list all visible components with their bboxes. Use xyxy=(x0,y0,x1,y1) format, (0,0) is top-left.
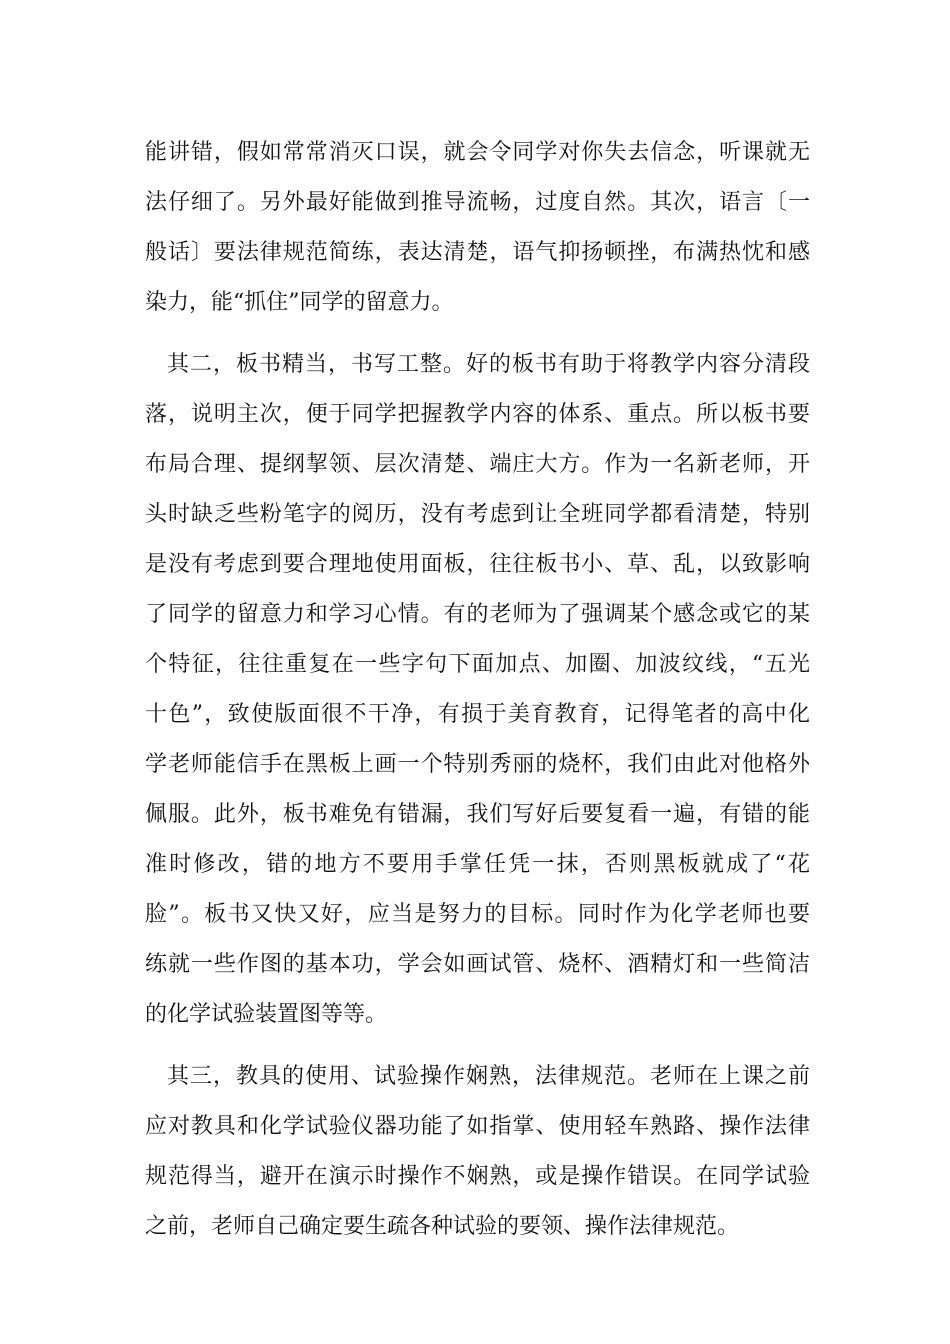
text-line: 的化学试验装置图等等。 xyxy=(145,1002,388,1027)
text-line: 法仔细了。另外最好能做到推导流畅，过度自然。其次，语言〔一 xyxy=(145,190,810,215)
text-line: 是没有考虑到要合理地使用面板，往往板书小、草、乱，以致影响 xyxy=(145,552,810,577)
paragraph-2 xyxy=(145,340,810,1040)
paragraph-3 xyxy=(145,1052,810,1252)
text-line: 般话〕要法律规范简练，表达清楚，语气抑扬顿挫，布满热忱和感 xyxy=(145,240,810,265)
text-line: 其三，教具的使用、试验操作娴熟，法律规范。老师在上课之前 xyxy=(167,1064,810,1089)
text-line: 十色”，致使版面很不干净，有损于美育教育，记得笔者的高中化 xyxy=(145,702,810,727)
text-line: 之前，老师自己确定要生疏各种试验的要领、操作法律规范。 xyxy=(145,1214,740,1239)
paragraph-gap xyxy=(145,1040,810,1052)
text-line: 规范得当，避开在演示时操作不娴熟，或是操作错误。在同学试验 xyxy=(145,1164,810,1189)
text-line: 能讲错，假如常常消灭口误，就会令同学对你失去信念，听课就无 xyxy=(145,140,810,165)
paragraph-1 xyxy=(145,128,810,328)
text-line: 染力，能“抓住”同学的留意力。 xyxy=(145,290,454,315)
text-line: 其二，板书精当，书写工整。好的板书有助于将教学内容分清段 xyxy=(167,352,810,377)
text-line: 练就一些作图的基本功，学会如画试管、烧杯、酒精灯和一些简洁 xyxy=(145,952,810,977)
text-line: 佩服。此外，板书难免有错漏，我们写好后要复看一遍，有错的能 xyxy=(145,802,810,827)
text-line: 落，说明主次，便于同学把握教学内容的体系、重点。所以板书要 xyxy=(145,402,810,427)
text-line: 学老师能信手在黑板上画一个特别秀丽的烧杯，我们由此对他格外 xyxy=(145,752,810,777)
body-text xyxy=(145,128,810,1252)
text-line: 应对教具和化学试验仪器功能了如指掌、使用轻车熟路、操作法律 xyxy=(145,1114,810,1139)
text-line: 个特征，往往重复在一些字句下面加点、加圈、加波纹线，“五光 xyxy=(145,652,810,677)
text-line: 准时修改，错的地方不要用手掌任凭一抹，否则黑板就成了“花 xyxy=(145,852,810,877)
text-line: 脸”。板书又快又好，应当是努力的目标。同时作为化学老师也要 xyxy=(145,902,810,927)
text-line: 头时缺乏些粉笔字的阅历，没有考虑到让全班同学都看清楚，特别 xyxy=(145,502,810,527)
text-line: 布局合理、提纲挈领、层次清楚、端庄大方。作为一名新老师，开 xyxy=(145,452,810,477)
text-line: 了同学的留意力和学习心情。有的老师为了强调某个感念或它的某 xyxy=(145,602,810,627)
paragraph-gap xyxy=(145,328,810,340)
